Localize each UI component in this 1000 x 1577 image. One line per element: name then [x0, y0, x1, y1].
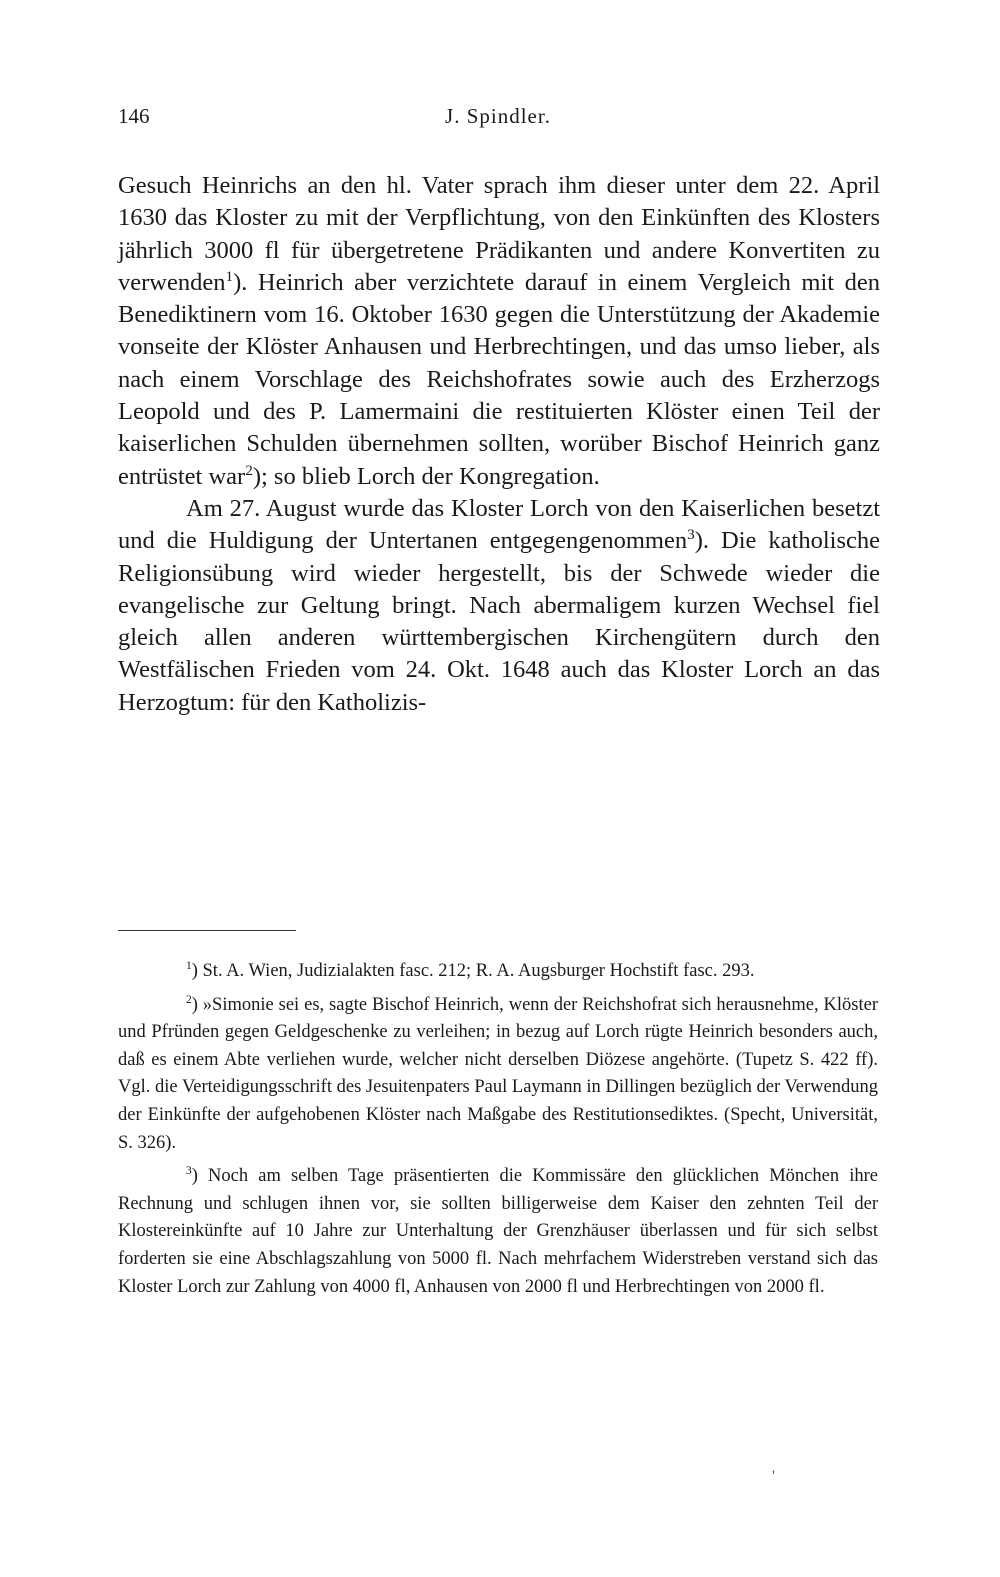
footnote-divider	[118, 930, 296, 931]
paragraph-text: Am 27. August wurde das Kloster Lorch von den Kaiserlichen besetzt und die Huldigung der Untertanen entgegengenommen	[118, 494, 880, 555]
paragraph-text: Gesuch Heinrichs an den hl. Vater sprach ihm dieser unter dem 22. April 1630 das Kloster zu mit der Verpflichtung, von den Einkünften des Klosters jährlich 3000 fl für übergetretene Prädikanten und andere Konvertiten zu verwenden	[118, 172, 880, 296]
paragraph	[118, 170, 880, 493]
main-text	[118, 170, 880, 719]
footnote	[118, 1163, 878, 1301]
paragraph-text: ); so blieb Lorch der Kongregation.	[252, 462, 600, 490]
page-number: 146	[118, 104, 150, 128]
paragraph-text: ). Die katholische Religionsübung wird wieder hergestellt, bis der Schwede wieder die evangelische zur Geltung bringt. Nach abermaligem kurzen Wechsel fiel gleich allen anderen württembergischen Kirchengütern durch den Westfälischen Frieden vom 24. Okt. 1648 auch das Kloster Lorch an das Herzogtum: für den Katholizis-	[118, 527, 880, 716]
paragraph-text: ). Heinrich aber verzichtete darauf in einem Vergleich mit den Benediktinern vom 16. Oktober 1630 gegen die Unterstützung der Akademie vonseite der Klöster Anhausen und Herbrechtingen, und das umso lieber, als nach einem Vorschlage des Reichshofrates sowie auch des Erzherzogs Leopold und des P. Lamermaini die restituierten Klöster einen Teil der kaiserlichen Schulden übernehmen sollten, worüber Bischof Heinrich ganz entrüstet war	[118, 268, 880, 490]
footnote-ref: 2	[245, 461, 253, 479]
paragraph	[118, 493, 880, 719]
print-mark: '	[772, 1468, 775, 1485]
footnote-mark: 3	[186, 1165, 192, 1177]
page-header	[118, 104, 878, 134]
footnotes	[118, 958, 878, 1307]
footnote-mark: 2	[186, 993, 192, 1006]
footnote-ref: 3	[687, 526, 695, 544]
running-head: J. Spindler.	[445, 104, 551, 128]
footnote-text: ) St. A. Wien, Judizialakten fasc. 212; R. A. Augsburger Hochstift fasc. 293.	[191, 961, 755, 981]
footnote-text: ) Noch am selben Tage präsentierten die Kommissäre den glücklichen Mönchen ihre Rechnung und schlugen ihnen vor, sie sollten billigerweise dem Kaiser den zehnten Teil der Klostereinkünfte auf 10 Jahre zur Unterhaltung der Grenzhäuser überlassen und für sich selbst forderten sie eine Abschlagszahlung von 5000 fl. Nach mehrfachem Widerstreben verstand sich das Kloster Lorch zur Zahlung von 4000 fl, Anhausen von 2000 fl und Herbrechtingen von 2000 fl.	[118, 1166, 878, 1297]
footnote-ref: 1	[225, 267, 234, 285]
footnote	[118, 992, 878, 1158]
footnote-mark: 1	[186, 959, 192, 972]
footnote-text: ) »Simonie sei es, sagte Bischof Heinrich, wenn der Reichshofrat sich herausnehme, Klöster und Pfründen gegen Geldgeschenke zu verleihen; in bezug auf Lorch rügte Heinrich besonders auch, daß es einem Abte verliehen wurde, welcher nicht derselben Diözese angehörte. (Tupetz S. 422 ff). Vgl. die Verteidigungsschrift des Jesuitenpaters Paul Laymann in Dillingen bezüglich der Verwendung der Einkünfte der aufgehobenen Klöster nach Maßgabe des Restitutionsediktes. (Specht, Universität, S. 326).	[118, 994, 878, 1153]
footnote	[118, 958, 878, 986]
